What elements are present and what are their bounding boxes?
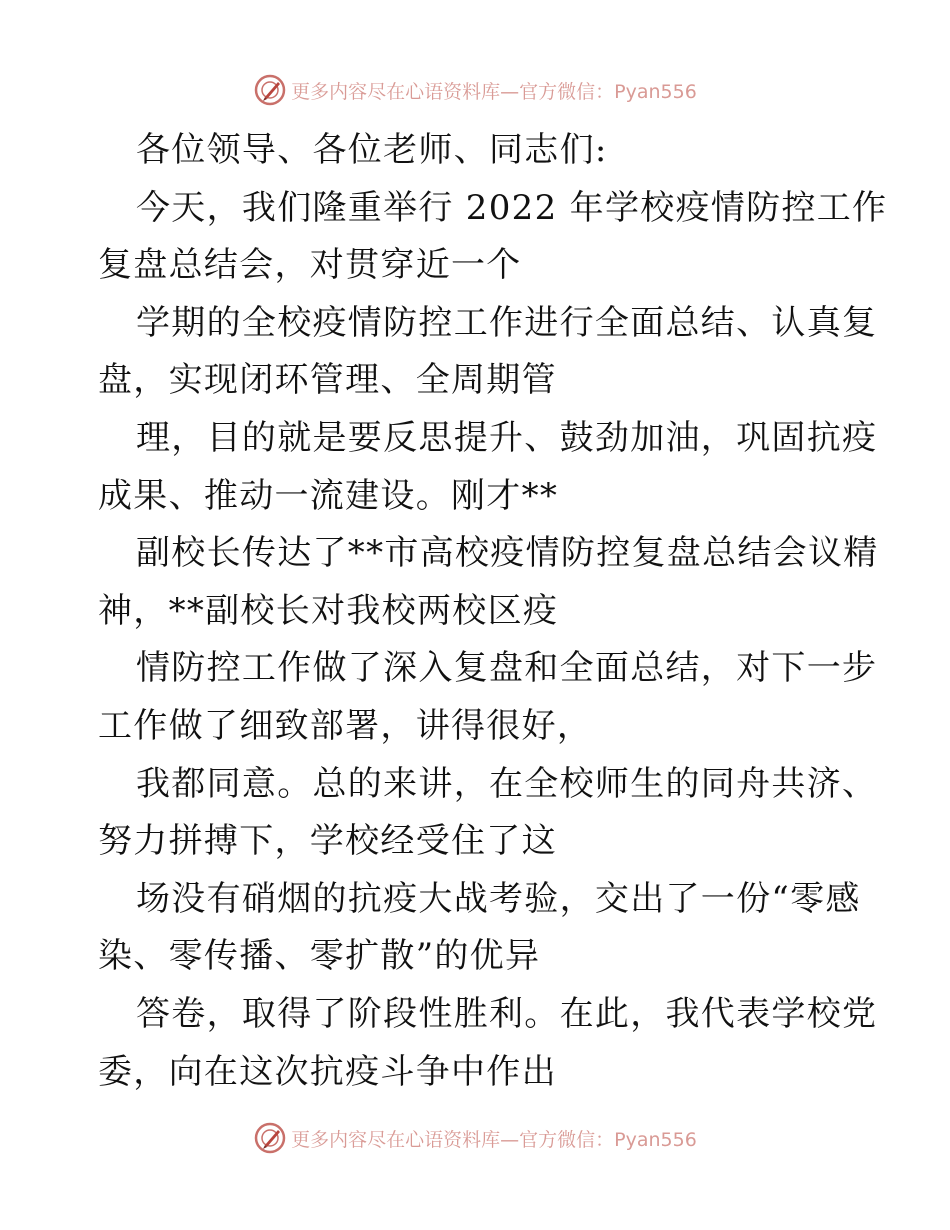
body-line: 委，向在这次抗疫斗争中作出 bbox=[98, 1051, 557, 1092]
body-line: 染、零传播、零扩散”的优异 bbox=[98, 936, 541, 977]
body-line: 情防控工作做了深入复盘和全面总结，对下一步 bbox=[136, 648, 878, 689]
body-line: 答卷，取得了阶段性胜利。在此，我代表学校党 bbox=[136, 993, 878, 1034]
body-line: 我都同意。总的来讲，在全校师生的同舟共济、 bbox=[136, 763, 878, 804]
footer-watermark-banner bbox=[0, 1118, 950, 1158]
document-body bbox=[98, 122, 888, 1101]
brand-logo-icon bbox=[253, 73, 287, 107]
body-line: 神，**副校长对我校两校区疫 bbox=[98, 590, 559, 631]
body-line: 成果、推动一流建设。刚才** bbox=[98, 475, 559, 516]
body-line: 努力拼搏下，学校经受住了这 bbox=[98, 821, 557, 862]
body-line: 学期的全校疫情防控工作进行全面总结、认真复 bbox=[136, 302, 878, 343]
body-line: 工作做了细致部署，讲得很好， bbox=[98, 705, 593, 746]
brand-logo-icon bbox=[253, 1121, 287, 1155]
body-line: 理，目的就是要反思提升、鼓劲加油，巩固抗疫 bbox=[136, 417, 878, 458]
footer-watermark-text: 更多内容尽在心语资料库—官方微信：Pyan556 bbox=[291, 1128, 697, 1151]
body-line: 盘，实现闭环管理、全周期管 bbox=[98, 360, 557, 401]
body-line: 各位领导、各位老师、同志们: bbox=[136, 130, 608, 170]
body-line: 副校长传达了**市高校疫情防控复盘总结会议精 bbox=[136, 533, 879, 574]
body-line: 场没有硝烟的抗疫大战考验，交出了一份“零感 bbox=[136, 878, 861, 919]
header-watermark-text: 更多内容尽在心语资料库—官方微信：Pyan556 bbox=[291, 80, 697, 103]
body-line: 今天，我们隆重举行 2022 年学校疫情防控工作 bbox=[136, 187, 888, 228]
body-line: 复盘总结会，对贯穿近一个 bbox=[98, 245, 522, 286]
header-watermark-banner bbox=[0, 70, 950, 110]
